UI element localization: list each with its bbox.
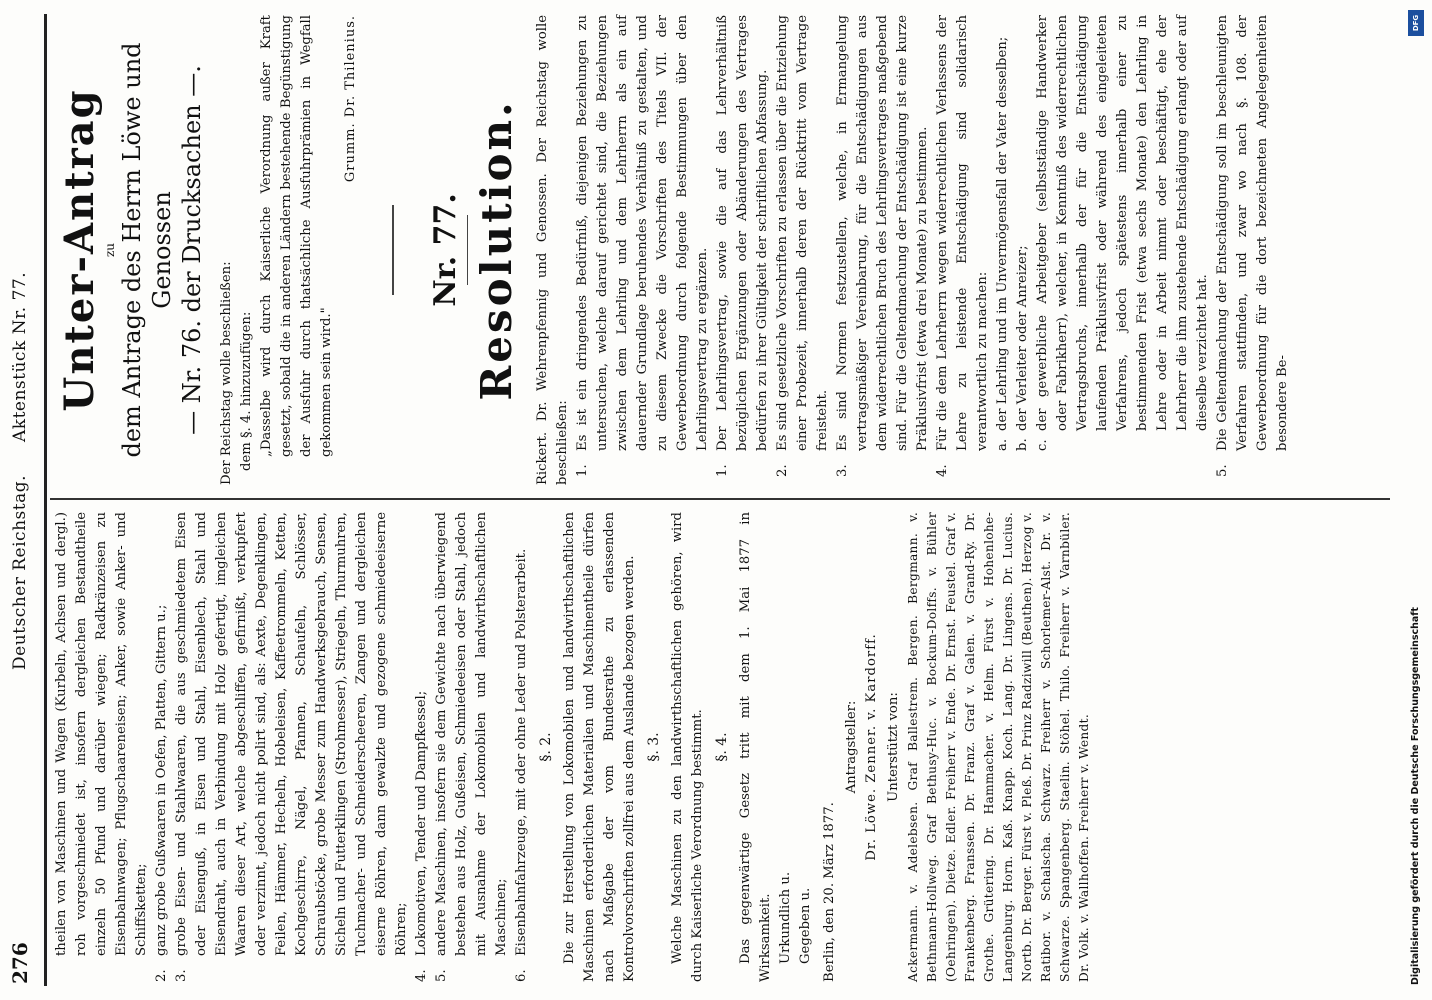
continued-item-text: theilen von Maschinen und Wagen (Kurbeln, Achsen und dergl.) roh vorgeschmiedet ist, insofern dergleichen Bestandtheile einzeln 50 Pfund und darüber wiegen; Radkränzeisen zu Eisenbahnwagen; Pflugschaareneisen; Anker, sowie Anker- und Schiffsketten; (54, 512, 149, 956)
list-text: Für die dem Lehrherrn wegen widerrechtlichen Verlassens der Lehre zu leistende Entschädigung sind solidarisch verantwortlich zu machen: (935, 15, 990, 451)
resolution-intro: Rickert. Dr. Wehrenpfennig und Genossen. Der Reichstag wolle beschließen: (535, 15, 570, 485)
closing-formula: Gegeben u. (798, 887, 813, 964)
list-number: 1. (715, 464, 730, 477)
digitization-credit (1408, 10, 1426, 990)
closing-formula: Urkundlich u. (778, 871, 793, 964)
column-divider (50, 498, 1390, 500)
list-text: Es sind Normen festzustellen, welche, in Ermangelung vertragsmäßiger Vereinbarung, für die Entschädigungen aus dem widerrechtlichen Bruch des Lehrlingsvertrages maßgebend sind. Für die Geltendmachung der Entschädigung ist eine kurze Präklusivfrist (etwa drei Monate) zu bestimmen. (835, 15, 930, 451)
list-number: 5. (434, 969, 449, 982)
section-text: Welche Maschinen zu den landwirthschaftlichen gehören, wird durch Kaiserliche Verordnung bestimmt. (670, 512, 705, 982)
section-heading: §. 3. (646, 732, 662, 762)
left-column (52, 512, 1094, 982)
credit-text: Digitalisierung gefördert durch die Deutsche Forschungsgemeinschaft (1410, 607, 1421, 985)
sub-list-text: der Lehrling und im Unvermögensfall der Vater desselben; (995, 36, 1010, 431)
list-item (773, 15, 833, 485)
supporters-list: Ackermann. v. Adelebsen. Graf Ballestrem. Bergen. Bergmann. v. Bethmann-Hollweg. Graf Bethusy-Huc. v. Bockum-Dolffs. v. Bühler (Oehringen). Dietze. Edler. Freiherr v. Ende. Dr. Ernst. Feustel. Graf v. Frankenberg. Franssen. Dr. Franz. Graf v. Galen. v. Grand-Ry. Dr. Grothe. Grütering. Dr. Hammacher. v. Helm. Fürst v. Hohenlohe-Langenburg. Horn. Kaß. Knapp. Koch. Lang. Dr. Lingens. Dr. Lucius. Nortb. Dr. Berger. Fürst v. Pleß. Dr. Prinz Radziwill (Beuthen). Herzog v. Ratibor. v. Schalscha. Schwarz. Freiherr v. Schorlemer-Alst. Dr. v. Schwarze. Spangenberg. Staelin. Stöhel. Thilo. Freiherr v. Varnbüler. Dr. Volk. v. Wallhoffen. Freiherr v. Wendt. (906, 512, 1091, 982)
list-item (833, 15, 933, 485)
list-text: Der Lehrlingsvertrag, sowie die auf das Lehrverhältniß bezüglichen Ergänzungen oder Abänderungen des Vertrages bedürfen zu ihrer Gültigkeit der schriftlichen Abfassung. (715, 15, 770, 451)
right-column (52, 15, 1293, 485)
list-number: 2. (154, 969, 169, 982)
sub-list-letter: a. (995, 438, 1010, 451)
sub-list-text: der gewerbliche Arbeitgeber (selbstständige Handwerker oder Fabrikherr), welcher, in Kenntniß des widerrechtlichen Vertragsbruchs, innerhalb der für die Entschädigung laufenden Präklusivfrist oder während des eingeleiteten Verfahrens, jedoch spätestens innerhalb einer zu bestimmenden Frist (etwa sechs Monate) den Lehrling in Lehre oder in Arbeit nimmt oder beschäftigt, ehe der Lehrherr die ihm zustehende Entschädigung erlangt oder auf dieselbe verzichtet hat. (1035, 15, 1210, 431)
list-number: 5. (1215, 464, 1230, 477)
section-text: Das gegenwärtige Gesetz tritt mit dem 1. Mai 1877 in Wirksamkeit. (738, 512, 773, 982)
list-item (573, 15, 713, 485)
list-item (152, 512, 172, 982)
header-rule (44, 14, 47, 986)
list-item (432, 512, 512, 982)
motion-quote: „Dasselbe wird durch Kaiserliche Verordnung außer Kraft gesetzt, sobald die in anderen Ländern bestehende Begünstigung der Ausfuhr durch thatsächliche Ausfuhrprämien in Wegfall gekommen sein wird." (259, 15, 334, 457)
section-heading: §. 4. (714, 732, 730, 762)
proposers: Dr. Löwe. Zenner. v. Kardorff. (864, 633, 879, 861)
motion-addition: dem §. 4. hinzuzufügen: (239, 311, 254, 471)
document-number: Nr. 77. (428, 193, 463, 307)
list-item (713, 15, 773, 485)
motion-intro: Der Reichstag wolle beschließen: (219, 261, 234, 485)
title-zu: zu (103, 242, 117, 258)
list-item (512, 512, 532, 982)
subamendment-subtitle: dem Antrage des Herrn Löwe und Genossen (118, 42, 176, 458)
supporters-label: Unterstützt von: (886, 692, 901, 802)
motion-signature: Grumm. Dr. Thilenius. (343, 15, 358, 183)
sub-list-item (993, 15, 1013, 485)
list-text: Es ist ein dringendes Bedürfniß, diejenigen Beziehungen zu untersuchen, welche darauf gerichtet sind, die Beziehungen zwischen dem Lehrling und dem Lehrherrn als ein auf dauernder Grundlage beruhendes Verhältniß zu gestalten, und zu diesem Zwecke die Vorschriften des Titels VII. der Gewerbeordnung durch folgende Bestimmungen über den Lehrlingsvertrag zu ergänzen. (575, 15, 710, 451)
place-date: Berlin, den 20. März 1877. (822, 802, 837, 982)
sub-list-letter: b. (1015, 438, 1030, 451)
list-text: Es sind gesetzliche Vorschriften zu erlassen über die Entziehung einer Probezeit, innerhalb deren der Rücktritt vom Vertrage freisteht. (775, 15, 830, 451)
running-head-left: Deutscher Reichstag. (10, 475, 30, 670)
sub-list-letter: c. (1035, 439, 1050, 451)
list-text: Die Geltendmachung der Entschädigung soll im beschleunigten Verfahren stattfinden, und zwar wo nach §. 108. der Gewerbeordnung für die dort bezeichneten Angelegenheiten besondere Be- (1215, 15, 1290, 451)
list-item (933, 15, 993, 485)
list-text: ganz grobe Gußwaaren in Oefen, Platten, Gittern u.; (154, 604, 169, 956)
sub-list-text: der Verleiter oder Anreizer; (1015, 245, 1030, 431)
list-item (412, 512, 432, 982)
subamendment-title: Unter-Antrag (56, 88, 103, 412)
list-text: andere Maschinen, insofern sie dem Gewichte nach überwiegend bestehen aus Holz, Gußeisen, Schmiedeeisen oder Stahl, jedoch mit Ausnahme der Lokomobilen und landwirthschaftlichen Maschinen; (434, 512, 509, 956)
list-number: 6. (514, 969, 529, 982)
separator-rule (467, 215, 468, 285)
sub-list-item (1013, 15, 1033, 485)
separator-rule (392, 205, 394, 295)
list-number: 4. (935, 464, 950, 477)
section-heading: §. 2. (538, 732, 554, 762)
sub-list-item (1033, 15, 1213, 485)
goods-list (152, 512, 532, 982)
list-number: 3. (174, 969, 189, 982)
proposers-label: Antragsteller: (844, 700, 859, 794)
list-item (1213, 15, 1293, 485)
subamendment-reference: — Nr. 76. der Drucksachen —. (178, 65, 206, 435)
list-text: Lokomotiven, Tender und Dampfkessel; (414, 690, 429, 956)
page-number: 276 (8, 942, 32, 984)
list-number: 1. (575, 464, 590, 477)
list-text: Eisenbahnfahrzeuge, mit oder ohne Leder und Polsterarbeit. (514, 548, 529, 956)
dfg-logo: DFG (1408, 10, 1424, 36)
list-number: 3. (835, 464, 850, 477)
list-text: grobe Eisen- und Stahlwaaren, die aus geschmiedetem Eisen oder Eisenguß, in Eisen und Stahl, Eisenblech, Stahl und Eisendraht, auch in Verbindung mit Holz gefertigt, imgleichen Waaren dieser Art, welche abgeschliffen, gefirnißt, verkupfert oder verzinnt, jedoch nicht polirt sind, als: Aexte, Degenklingen, Feilen, Hämmer, Hecheln, Hobeleisen, Kaffeetrommeln, Ketten, Kochgeschirre, Nägel, Pfannen, Schaufeln, Schlösser, Schraubstöcke, grobe Messer zum Handwerksgebrauch, Sensen, Sicheln und Futterklingen (Strohmesser), Striegeln, Thurmuhren, Tuchmacher- und Schneiderscheeren, Zangen und dergleichen eiserne Röhren, dann gewalzte und gezogene schmiedeeiserne Röhren; (174, 512, 409, 956)
list-number: 2. (775, 464, 790, 477)
resolution-list (573, 15, 1293, 485)
resolution-title: Resolution. (472, 99, 521, 401)
list-number: 4. (414, 969, 429, 982)
running-head-right: Aktenstück Nr. 77. (10, 271, 30, 442)
section-text: Die zur Herstellung von Lokomobilen und landwirthschaftlichen Maschinen erforderlichen Materialien und Maschinentheile dürfen nach Maßgabe der vom Bundesrathe zu erlassenden Kontrolvorschriften zollfrei aus dem Auslande bezogen werden. (562, 512, 637, 982)
list-item (172, 512, 412, 982)
